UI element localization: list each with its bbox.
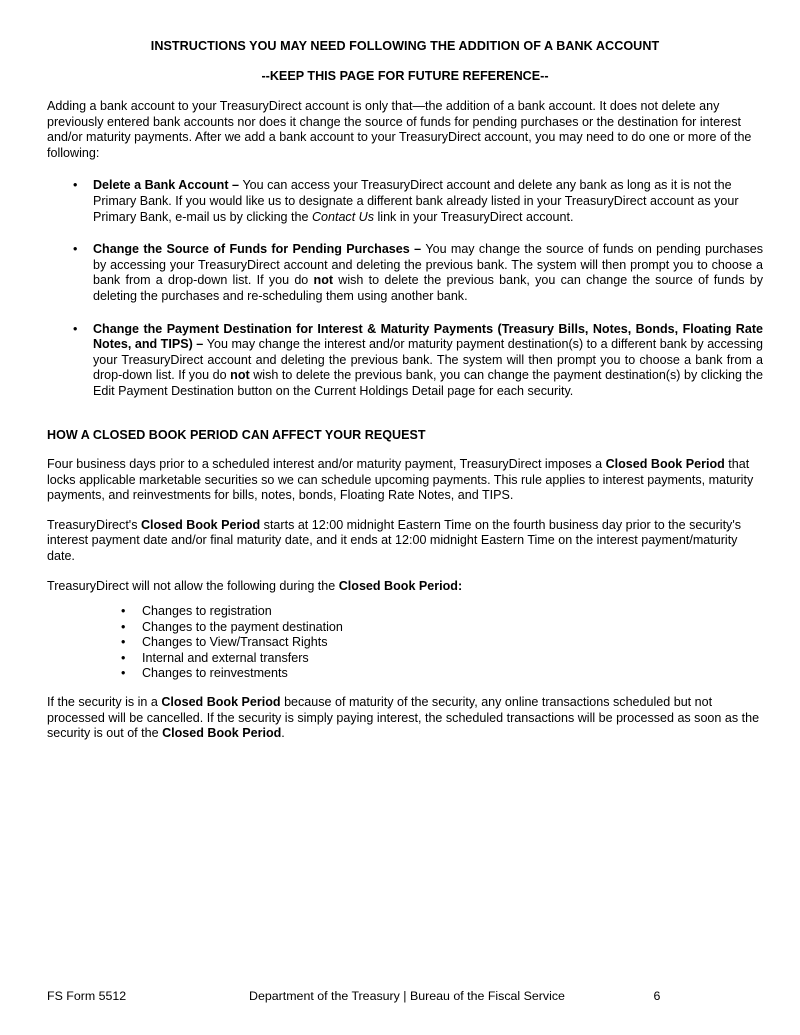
paragraph-text: If the security is in a [47, 694, 162, 709]
document-body [47, 38, 763, 742]
bullet-lead-label: Change the Source of Funds for Pending Purchases [93, 242, 410, 257]
bullet-dot-icon: • [121, 619, 126, 634]
section-heading: HOW A CLOSED BOOK PERIOD CAN AFFECT YOUR REQUEST [47, 427, 426, 442]
bullet-dot-icon: • [73, 321, 78, 336]
restriction-label: Changes to reinvestments [142, 666, 288, 681]
bullet-body-text-tail: wish to delete the previous bank, you can change the payment destination(s) by clicking the Edit Payment Destination button on the Current Holdings Detail page for each security. [93, 368, 763, 398]
footer-agency-label: Department of the Treasury | Bureau of the Fiscal Service [249, 989, 565, 1003]
bullet-dot-icon: • [73, 178, 78, 193]
restrictions-list [47, 594, 763, 682]
closed-book-period-term: Closed Book Period [140, 517, 261, 532]
closing-paragraph [47, 682, 763, 742]
bullet-lead-label: Delete a Bank Account [93, 178, 229, 193]
bullet-dash: – [409, 242, 426, 257]
closed-book-paragraph-2 [47, 504, 763, 565]
page-title: INSTRUCTIONS YOU MAY NEED FOLLOWING THE ADDITION OF A BANK ACCOUNT [150, 39, 660, 53]
list-item [47, 620, 763, 636]
bullet-dot-icon: • [121, 604, 126, 619]
emphasis-not: not [230, 368, 250, 383]
bullet-body-text: You can access your TreasuryDirect account and delete any bank as long as it is not the Primary Bank. If you would like us to designate a different bank already listed in your TreasuryDirect account as your Primary Bank, e-mail us by clicking the [93, 178, 739, 224]
paragraph-text-tail: that locks applicable marketable securities so we can schedule upcoming payments. This rule applies to interest payments, maturity payments, and reinvestments for bills, notes, bonds, Floating Rate Notes, and TIPS. [47, 457, 754, 503]
paragraph-text-tail: starts at 12:00 midnight Eastern Time on the fourth business day prior to the security's interest payment date and/or final maturity date, and it ends at 12:00 midnight Eastern Time on the interest payment/maturity date. [47, 517, 742, 564]
paragraph-text: TreasuryDirect will not allow the following during the [47, 578, 339, 593]
paragraph-text: Four business days prior to a scheduled interest and/or maturity payment, TreasuryDirect imposes a [47, 457, 606, 472]
restriction-label: Changes to registration [142, 604, 272, 619]
emphasis-not: not [313, 273, 334, 288]
bullet-dot-icon: • [121, 635, 126, 650]
bullet-body-text-tail: wish to delete the previous bank, you can change the source of funds by deleting the purchases and re-scheduling them using another bank. [93, 273, 763, 303]
bullet-body-text-tail: link in your TreasuryDirect account. [374, 209, 574, 224]
closed-book-paragraph-3 [47, 565, 763, 595]
list-item [47, 651, 763, 667]
bullet-dot-icon: • [121, 650, 126, 665]
footer-form-id: FS Form 5512 [47, 989, 127, 1003]
list-item [47, 225, 763, 304]
paragraph-text-mid: because of maturity of the security, any online transactions scheduled but not processed will be cancelled. If the security is simply paying interest, the scheduled transactions will be processed as soon as the security is out of the [47, 694, 760, 741]
page-subtitle: --KEEP THIS PAGE FOR FUTURE REFERENCE-- [261, 69, 549, 83]
bullet-lead-label: Change the Payment Destination for Interest & Maturity Payments (Treasury Bills, Notes, Bonds, Floating Rate Notes, and TIPS) [93, 321, 763, 352]
restriction-label: Changes to View/Transact Rights [142, 635, 328, 650]
bullet-body-text: You may change the interest and/or maturity payment destination(s) to a different bank by accessing your TreasuryDirect account and deleting the previous bank. The system will then prompt you to choose a bank from a drop-down list. If you do [93, 337, 763, 383]
footer-page-number: 6 [653, 989, 661, 1003]
list-item [47, 604, 763, 620]
bullet-dot-icon: • [73, 242, 78, 257]
restriction-label: Internal and external transfers [142, 650, 309, 665]
bullet-dot-icon: • [121, 666, 126, 681]
list-item [47, 161, 763, 225]
instruction-bullet-list [47, 161, 763, 399]
closed-book-paragraph-1 [47, 443, 763, 504]
contact-us-link-text: Contact Us [311, 209, 375, 224]
restriction-label: Changes to the payment destination [142, 619, 343, 634]
bullet-dash: – [228, 178, 243, 193]
closed-book-period-term: Closed Book Period: [338, 578, 463, 593]
intro-paragraph: Adding a bank account to your TreasuryDirect account is only that—the addition of a bank account. It does not delete any previously entered bank accounts nor does it change the source of funds for pending purchases or the destination for interest and/or maturity payments. After we add a bank account to your TreasuryDirect account, you may need to do one or more of the following: [47, 99, 752, 160]
list-item [47, 666, 763, 682]
paragraph-text: TreasuryDirect's [47, 517, 141, 532]
paragraph-text-tail: . [281, 726, 285, 741]
list-item [47, 635, 763, 651]
bullet-body-text: You may change the source of funds on pending purchases by accessing your TreasuryDirect account and deleting the previous bank. The system will then prompt you to choose a bank from a drop-down list. If you do [93, 242, 764, 288]
closed-book-period-term: Closed Book Period [605, 457, 725, 472]
page-footer [47, 988, 763, 1004]
bullet-dash: – [192, 337, 207, 352]
list-item [47, 305, 763, 400]
closed-book-period-term: Closed Book Period [161, 694, 281, 709]
closed-book-period-term: Closed Book Period [162, 726, 282, 741]
